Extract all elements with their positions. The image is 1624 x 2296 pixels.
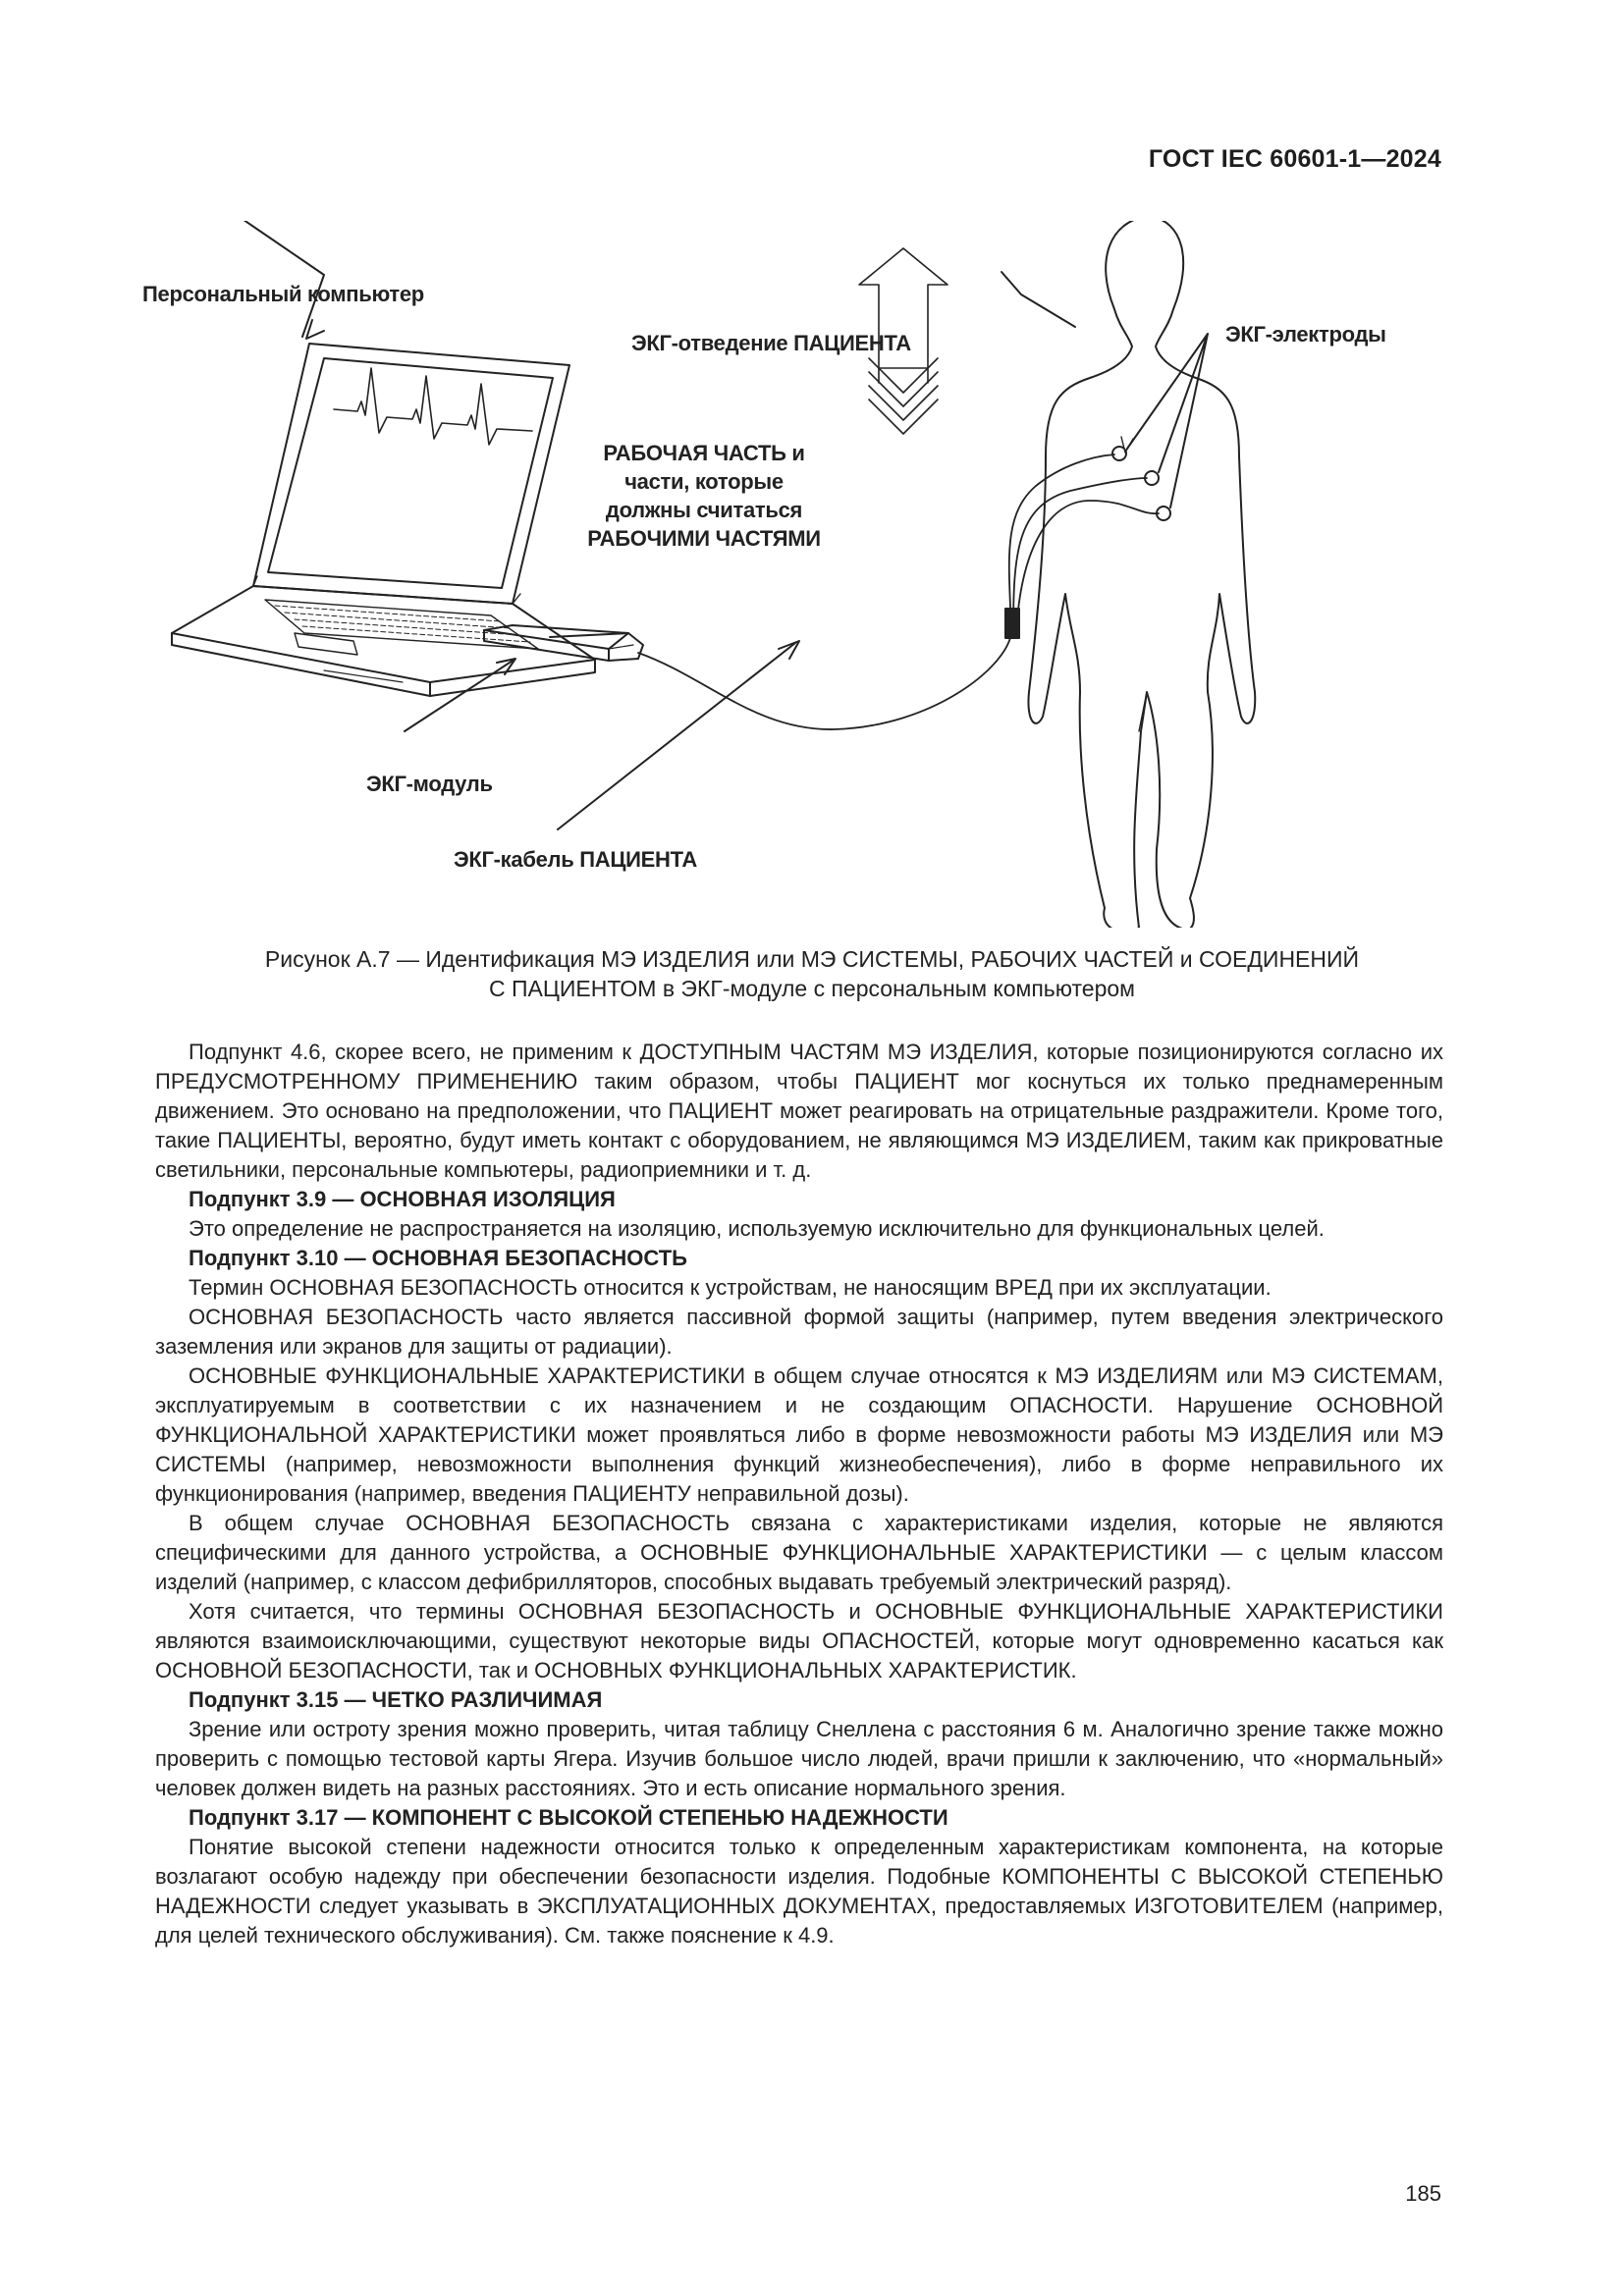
laptop-illustration bbox=[172, 344, 595, 696]
figure-caption bbox=[147, 944, 1477, 1003]
patient-cable-line bbox=[638, 633, 1011, 729]
figure-a7 bbox=[142, 221, 1443, 928]
label-ecg-lead: ЭКГ-отведение ПАЦИЕНТА bbox=[631, 331, 911, 355]
paragraph-3-10-3: ОСНОВНЫЕ ФУНКЦИОНАЛЬНЫЕ ХАРАКТЕРИСТИКИ в общем случае относятся к МЭ ИЗДЕЛИЯМ или МЭ СИСТЕМАМ, эксплуатируемым в соответствии с их назначением и не создающим ОПАСНОСТИ. Нарушение ОСНОВНОЙ ФУНКЦИОНАЛЬНОЙ ХАРАКТЕРИСТИКИ может проявляться либо в форме невозможности работы МЭ ИЗДЕЛИЯ или МЭ СИСТЕМЫ (например, невозможности выполнения функций жизнеобеспечения), либо в форме неправильного их функционирования (например, введения ПАЦИЕНТУ неправильной дозы). bbox=[155, 1363, 1443, 1506]
label-applied-part-line4: РАБОЧИМИ ЧАСТЯМИ bbox=[587, 526, 821, 551]
figure-caption-line2: С ПАЦИЕНТОМ в ЭКГ-модуле с персональным компьютером bbox=[489, 976, 1135, 1001]
figure-caption-line1: Рисунок А.7 — Идентификация МЭ ИЗДЕЛИЯ или МЭ СИСТЕМЫ, РАБОЧИХ ЧАСТЕЙ и СОЕДИНЕНИЙ bbox=[264, 946, 1360, 972]
label-applied-part-line1: РАБОЧАЯ ЧАСТЬ и bbox=[603, 441, 805, 465]
page-number: 185 bbox=[1405, 2181, 1441, 2206]
patient-body-illustration bbox=[1028, 221, 1255, 928]
lead-connector bbox=[1005, 609, 1019, 638]
paragraph-3-10-2: ОСНОВНАЯ БЕЗОПАСНОСТЬ часто является пассивной формой защиты (например, путем введения электрического заземления или экранов для защиты от радиации). bbox=[155, 1305, 1443, 1359]
body-text bbox=[155, 1038, 1443, 1950]
paragraph-3-10-5: Хотя считается, что термины ОСНОВНАЯ БЕЗОПАСНОСТЬ и ОСНОВНЫЕ ФУНКЦИОНАЛЬНЫЕ ХАРАКТЕРИСТИКИ являются взаимоисключающими, существуют некоторые виды ОПАСНОСТЕЙ, которые могут одновременно касаться как ОСНОВНОЙ БЕЗОПАСНОСТИ, так и ОСНОВНЫХ ФУНКЦИОНАЛЬНЫХ ХАРАКТЕРИСТИК. bbox=[155, 1599, 1443, 1682]
label-applied-part-line3: должны считаться bbox=[605, 498, 803, 522]
pc-arrow bbox=[231, 221, 324, 337]
module-arrow bbox=[405, 661, 513, 731]
subclause-3-15-title: Подпункт 3.15 — ЧЕТКО РАЗЛИЧИМАЯ bbox=[189, 1687, 603, 1712]
document-code: ГОСТ IEC 60601-1—2024 bbox=[1148, 145, 1441, 173]
ecg-module-illustration bbox=[484, 625, 643, 661]
paragraph-3-10-4: В общем случае ОСНОВНАЯ БЕЗОПАСНОСТЬ связана с характеристиками изделия, которые не являются специфическими для данного устройства, а ОСНОВНЫЕ ФУНКЦИОНАЛЬНЫЕ ХАРАКТЕРИСТИКИ — с целым классом изделий (например, с классом дефибрилляторов, способных выдавать требуемый электрический разряд). bbox=[155, 1511, 1443, 1594]
subclause-3-10-title: Подпункт 3.10 — ОСНОВНАЯ БЕЗОПАСНОСТЬ bbox=[189, 1246, 687, 1270]
subclause-3-9-title: Подпункт 3.9 — ОСНОВНАЯ ИЗОЛЯЦИЯ bbox=[189, 1187, 616, 1211]
label-applied-part bbox=[542, 439, 866, 553]
label-ecg-electrodes: ЭКГ-электроды bbox=[1225, 322, 1386, 347]
label-applied-part-line2: части, которые bbox=[624, 469, 784, 494]
patient-lead-wires bbox=[1009, 454, 1159, 633]
label-personal-computer: Персональный компьютер bbox=[142, 282, 424, 306]
paragraph-3-17: Понятие высокой степени надежности относится только к определенным характеристикам компонента, на которые возлагают особую надежду при обеспечении безопасности изделия. Подобные КОМПОНЕНТЫ С ВЫСОКОЙ СТЕПЕНЬЮ НАДЕЖНОСТИ следует указывать в ЭКСПЛУАТАЦИОННЫХ ДОКУМЕНТАХ, предоставляемых ИЗГОТОВИТЕЛЕМ (например, для целей технического обслуживания). См. также пояснение к 4.9. bbox=[155, 1835, 1443, 1948]
paragraph-3-9: Это определение не распространяется на изоляцию, используемую исключительно для функциональных целей. bbox=[189, 1216, 1325, 1241]
paragraph-3-15: Зрение или остроту зрения можно проверить, читая таблицу Снеллена с расстояния 6 м. Аналогично зрение также можно проверить с помощью тестовой карты Ягера. Изучив большое число людей, врачи пришли к заключению, что «нормальный» человек должен видеть на разных расстояниях. Это и есть описание нормального зрения. bbox=[155, 1717, 1443, 1800]
paragraph-3-10-1: Термин ОСНОВНАЯ БЕЗОПАСНОСТЬ относится к устройствам, не наносящим ВРЕД при их эксплуатации. bbox=[189, 1275, 1272, 1300]
label-ecg-patient-cable: ЭКГ-кабель ПАЦИЕНТА bbox=[454, 847, 697, 872]
cable-arrow bbox=[558, 643, 795, 829]
subclause-3-17-title: Подпункт 3.17 — КОМПОНЕНТ С ВЫСОКОЙ СТЕПЕНЬЮ НАДЕЖНОСТИ bbox=[189, 1805, 948, 1830]
label-ecg-module: ЭКГ-модуль bbox=[366, 772, 493, 796]
paragraph-4-6: Подпункт 4.6, скорее всего, не применим к ДОСТУПНЫМ ЧАСТЯМ МЭ ИЗДЕЛИЯ, которые позиционируются согласно их ПРЕДУСМОТРЕННОМУ ПРИМЕНЕНИЮ таким образом, чтобы ПАЦИЕНТ мог коснуться их только преднамеренным движением. Это основано на предположении, что ПАЦИЕНТ может реагировать на отрицательные раздражители. Кроме того, такие ПАЦИЕНТЫ, вероятно, будут иметь контакт с оборудованием, не являющимся МЭ ИЗДЕЛИЕМ, таким как прикроватные светильники, персональные компьютеры, радиоприемники и т. д. bbox=[155, 1040, 1443, 1182]
